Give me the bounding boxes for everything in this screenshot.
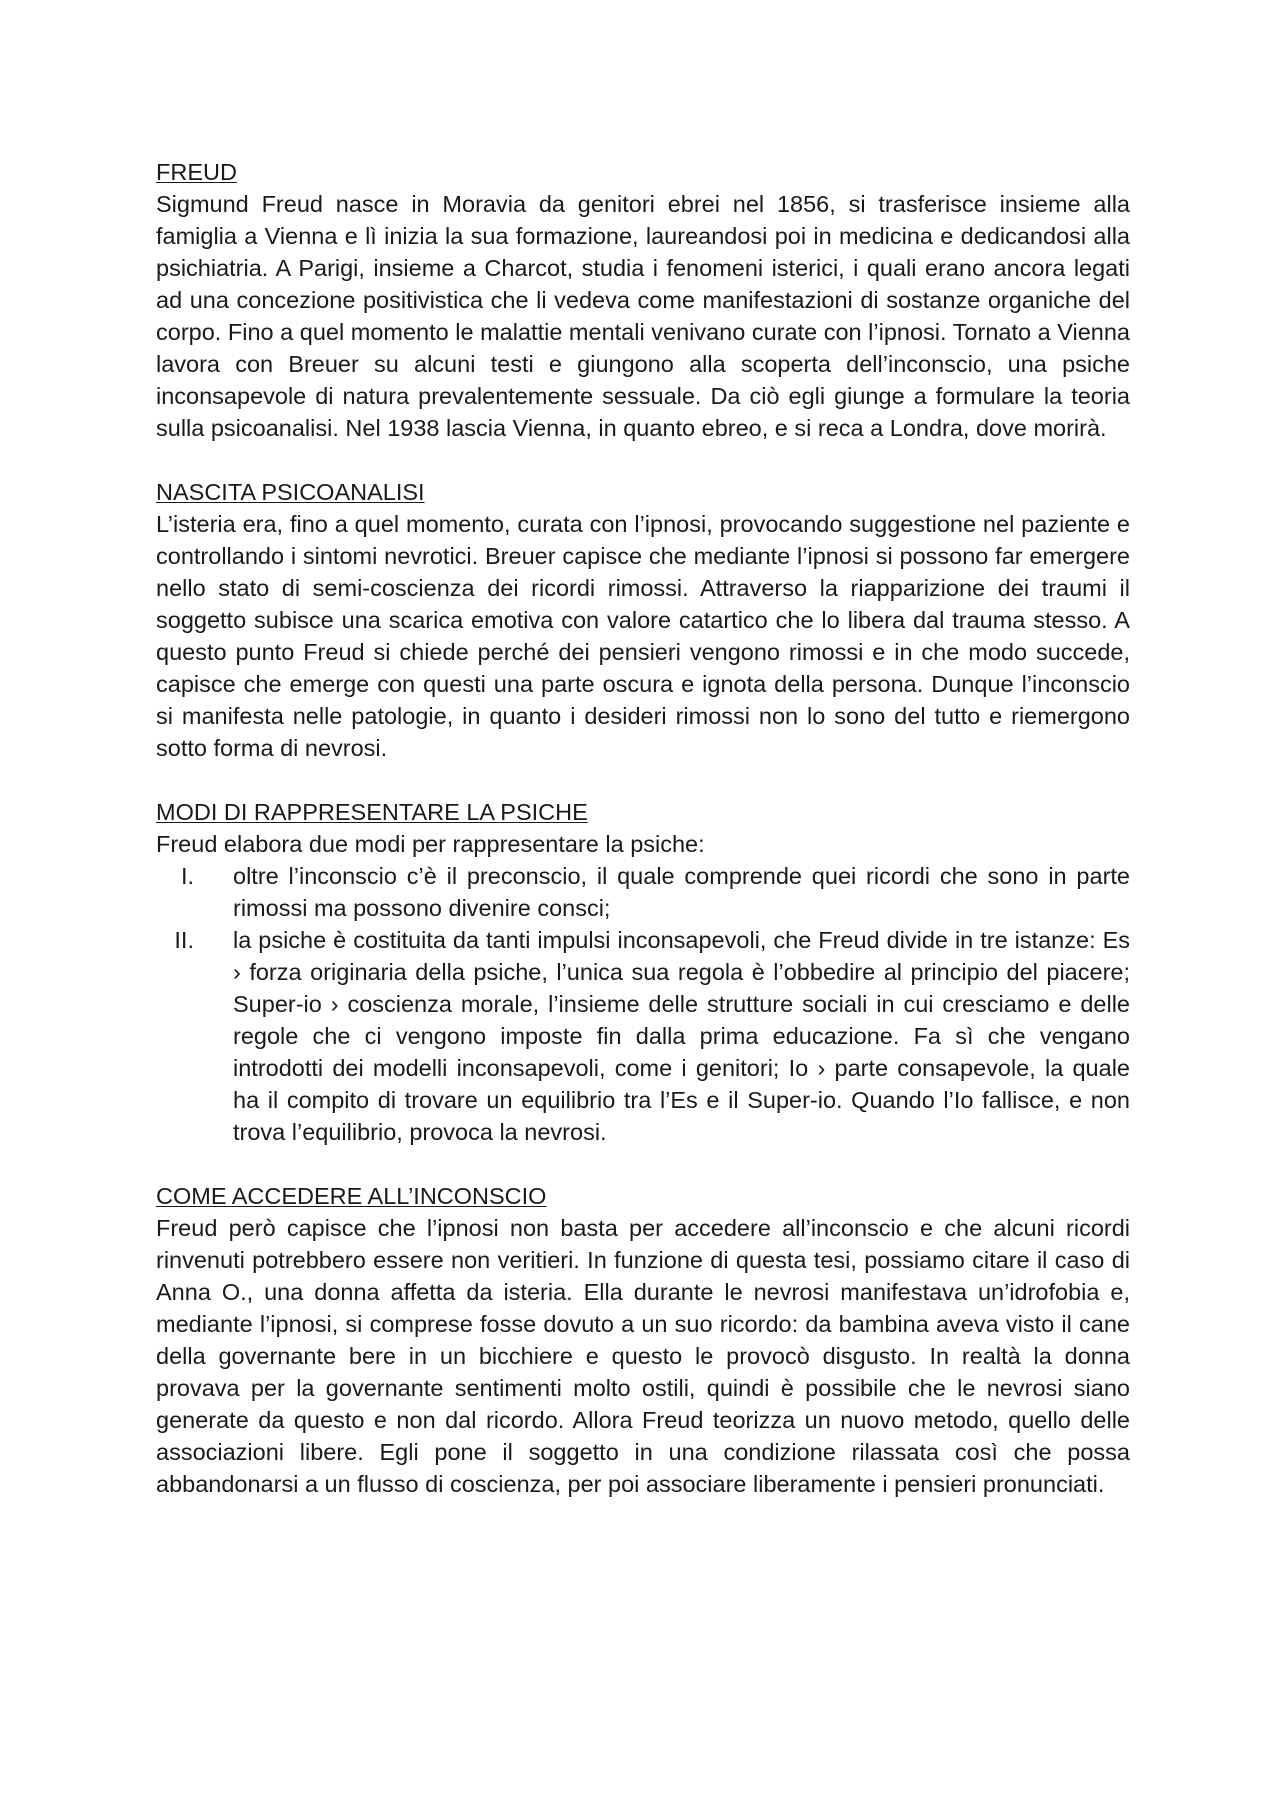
list-item-number: I. [180, 863, 194, 889]
section-heading: COME ACCEDERE ALL’INCONSCIO [156, 1183, 547, 1209]
section-heading: MODI DI RAPPRESENTARE LA PSICHE [156, 799, 588, 825]
list-item [156, 924, 1130, 1148]
document-page [156, 156, 1130, 1532]
section-paragraph: Sigmund Freud nasce in Moravia da genitori ebrei nel 1856, si trasferisce insieme alla famiglia a Vienna e lì inizia la sua formazione, laureandosi poi in medicina e dedicandosi alla psichiatria. A Parigi, insieme a Charcot, studia i fenomeni isterici, i quali erano ancora legati ad una concezione positivistica che li vedeva come manifestazioni di sostanze organiche del corpo. Fino a quel momento le malattie mentali venivano curate con l’ipnosi. Tornato a Vienna lavora con Breuer su alcuni testi e giungono alla scoperta dell’inconscio, una psiche inconsapevole di natura prevalentemente sessuale. Da ciò egli giunge a formulare la teoria sulla psicoanalisi. Nel 1938 lascia Vienna, in quanto ebreo, e si reca a Londra, dove morirà. [156, 191, 1130, 441]
list-item-number: II. [174, 927, 194, 953]
section-modi-rappresentare-psiche [156, 796, 1130, 1148]
section-intro: Freud elabora due modi per rappresentare la psiche: [156, 831, 705, 857]
section-accedere-inconscio [156, 1180, 1130, 1500]
section-nascita-psicoanalisi [156, 476, 1130, 764]
section-heading: NASCITA PSICOANALISI [156, 479, 425, 505]
section-paragraph: Freud però capisce che l’ipnosi non basta per accedere all’inconscio e che alcuni ricordi rinvenuti potrebbero essere non veritieri. In funzione di questa tesi, possiamo citare il caso di Anna O., una donna affetta da isteria. Ella durante le nevrosi manifestava un’idrofobia e, mediante l’ipnosi, si comprese fosse dovuto a un suo ricordo: da bambina aveva visto il cane della governante bere in un bicchiere e questo le provocò disgusto. In realtà la donna provava per la governante sentimenti molto ostili, quindi è possibile che le nevrosi siano generate da questo e non dal ricordo. Allora Freud teorizza un nuovo metodo, quello delle associazioni libere. Egli pone il soggetto in una condizione rilassata così che possa abbandonarsi a un flusso di coscienza, per poi associare liberamente i pensieri pronunciati. [156, 1215, 1130, 1497]
section-freud [156, 156, 1130, 444]
section-paragraph: L’isteria era, fino a quel momento, curata con l’ipnosi, provocando suggestione nel paziente e controllando i sintomi nevrotici. Breuer capisce che mediante l’ipnosi si possono far emergere nello stato di semi-coscienza dei ricordi rimossi. Attraverso la riapparizione dei traumi il soggetto subisce una scarica emotiva con valore catartico che lo libera dal trauma stesso. A questo punto Freud si chiede perché dei pensieri vengono rimossi e in che modo succede, capisce che emerge con questi una parte oscura e ignota della persona. Dunque l’inconscio si manifesta nelle patologie, in quanto i desideri rimossi non lo sono del tutto e riemergono sotto forma di nevrosi. [156, 511, 1130, 761]
section-heading: FREUD [156, 159, 237, 185]
roman-list [156, 860, 1130, 1148]
list-item [156, 860, 1130, 924]
list-item-text: oltre l’inconscio c’è il preconscio, il quale comprende quei ricordi che sono in parte rimossi ma possono divenire consci; [233, 863, 1130, 921]
list-item-text: la psiche è costituita da tanti impulsi inconsapevoli, che Freud divide in tre istanze: Es › forza originaria della psiche, l’unica sua regola è l’obbedire al principio del piacere; Super-io › coscienza morale, l’insieme delle strutture sociali in cui cresciamo e delle regole che ci vengono imposte fin dalla prima educazione. Fa sì che vengano introdotti dei modelli inconsapevoli, come i genitori; Io › parte consapevole, la quale ha il compito di trovare un equilibrio tra l’Es e il Super-io. Quando l’Io fallisce, e non trova l’equilibrio, provoca la nevrosi. [233, 927, 1130, 1145]
